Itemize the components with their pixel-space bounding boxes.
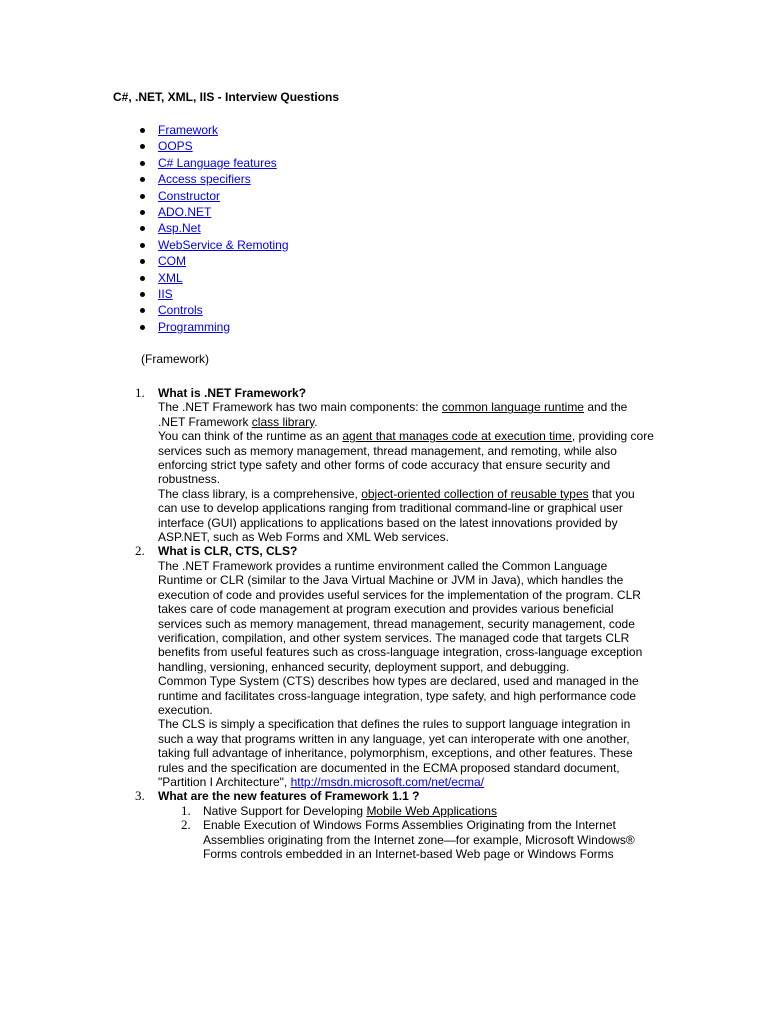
answer-text: The class library, is a comprehensive,: [158, 486, 362, 501]
answer-text: , providing core services such as memory management, thread management, and remoting, while also enforcing strict type safety and other forms of code accuracy that ensure security and robustness.: [158, 429, 654, 487]
toc-link-aspnet[interactable]: Asp.Net: [158, 221, 201, 236]
question-item: [135, 544, 655, 789]
toc-link-iis[interactable]: IIS: [158, 286, 173, 301]
toc-link-webservice-remoting[interactable]: WebService & Remoting: [158, 237, 289, 252]
toc-link-constructor[interactable]: Constructor: [158, 188, 221, 203]
page-title: C#, .NET, XML, IIS - Interview Questions: [113, 90, 340, 104]
answer-text: that you can use to develop applications ranging from traditional command-line or graphical user interface (GUI) applications to applications based on the latest innovations provided by ASP.NET, such as Web Forms and XML Web services.: [158, 486, 635, 545]
feature-text: Enable Execution of Windows Forms Assemblies Originating from the Internet Assemblies originating from the Internet zone—for example, Microsoft Windows® Forms controls embedded in an Internet-based Web page or Windows Forms: [203, 818, 635, 861]
toc-item: [140, 319, 289, 335]
feature-item: [181, 818, 655, 861]
question-title: What are the new features of Framework 1.1 ?: [158, 789, 420, 804]
toc-item: [140, 155, 289, 171]
section-label: (Framework): [141, 352, 209, 366]
toc-link-csharp-features[interactable]: C# Language features: [158, 155, 277, 170]
answer-paragraph: Common Type System (CTS) describes how types are declared, used and managed in the runtime and facilitates cross-language integration, type safety, and high performance code execution.: [158, 674, 639, 717]
toc-link-controls[interactable]: Controls: [158, 303, 203, 318]
feature-text: Native Support for Developing: [203, 803, 367, 818]
answer-paragraph: The .NET Framework provides a runtime environment called the Common Language Runtime or CLR (similar to the Java Virtual Machine or JVM in Java), which handles the execution of code and provides useful services for the implementation of the program. CLR takes care of code management at program execution and provides various beneficial services such as memory management, thread management, security management, code verification, compilation, and other system services. The managed code that targets CLR benefits from useful features such as cross-language integration, cross-language exception handling, versioning, enhanced security, deployment support, and debugging.: [158, 558, 643, 674]
feature-item: [181, 804, 655, 818]
answer-underlined-text: agent that manages code at execution time: [342, 429, 572, 444]
answer-paragraph: [158, 717, 655, 789]
answer-text: The CLS is simply a specification that defines the rules to support language integration in such a way that programs written in any language, yet can interoperate with one another, taking full advantage of inheritance, polymorphism, exceptions, and other features. These rules and the specification are documented in the ECMA proposed standard document, "Partition I Architecture",: [158, 717, 633, 789]
question-number: 1.: [135, 385, 145, 400]
toc-item: [140, 188, 289, 204]
answer-text: and the .NET Framework: [158, 400, 628, 429]
toc-link-com[interactable]: COM: [158, 254, 186, 269]
answer-text: You can think of the runtime as an: [158, 429, 343, 444]
answer-text: .: [314, 414, 318, 429]
answer-paragraph: [158, 487, 655, 545]
question-item: [135, 789, 655, 861]
toc-item: [140, 237, 289, 253]
answer-text: The .NET Framework has two main components: the: [158, 400, 442, 415]
feature-number: 1.: [181, 802, 191, 818]
toc-item: [140, 302, 289, 318]
toc-item: [140, 204, 289, 220]
toc-item: [140, 171, 289, 187]
feature-list: [158, 804, 655, 862]
toc-list: [140, 122, 289, 335]
feature-underlined-text: Mobile Web Applications: [366, 803, 497, 818]
answer-paragraph: [158, 400, 655, 429]
question-item: [135, 386, 655, 544]
toc-link-oops[interactable]: OOPS: [158, 139, 193, 154]
toc-link-adonet[interactable]: ADO.NET: [158, 204, 212, 219]
toc-item: [140, 138, 289, 154]
toc-link-programming[interactable]: Programming: [158, 319, 231, 334]
toc-link-xml[interactable]: XML: [158, 270, 183, 285]
toc-item: [140, 220, 289, 236]
question-title: What is CLR, CTS, CLS?: [158, 544, 298, 559]
feature-number: 2.: [181, 817, 191, 833]
toc-item: [140, 253, 289, 269]
ecma-link[interactable]: http://msdn.microsoft.com/net/ecma/: [290, 774, 484, 789]
toc-item: [140, 122, 289, 138]
toc-item: [140, 286, 289, 302]
toc-item: [140, 270, 289, 286]
answer-underlined-text: class library: [251, 414, 315, 429]
question-title: What is .NET Framework?: [158, 386, 307, 400]
answer-underlined-text: common language runtime: [441, 400, 584, 415]
answer-paragraph: [158, 429, 655, 487]
question-number: 3.: [135, 788, 145, 804]
answer-underlined-text: object-oriented collection of reusable types: [361, 486, 589, 501]
toc-link-framework[interactable]: Framework: [158, 123, 219, 137]
question-list: [135, 386, 655, 861]
question-number: 2.: [135, 543, 145, 559]
toc-link-access-specifiers[interactable]: Access specifiers: [158, 172, 251, 187]
